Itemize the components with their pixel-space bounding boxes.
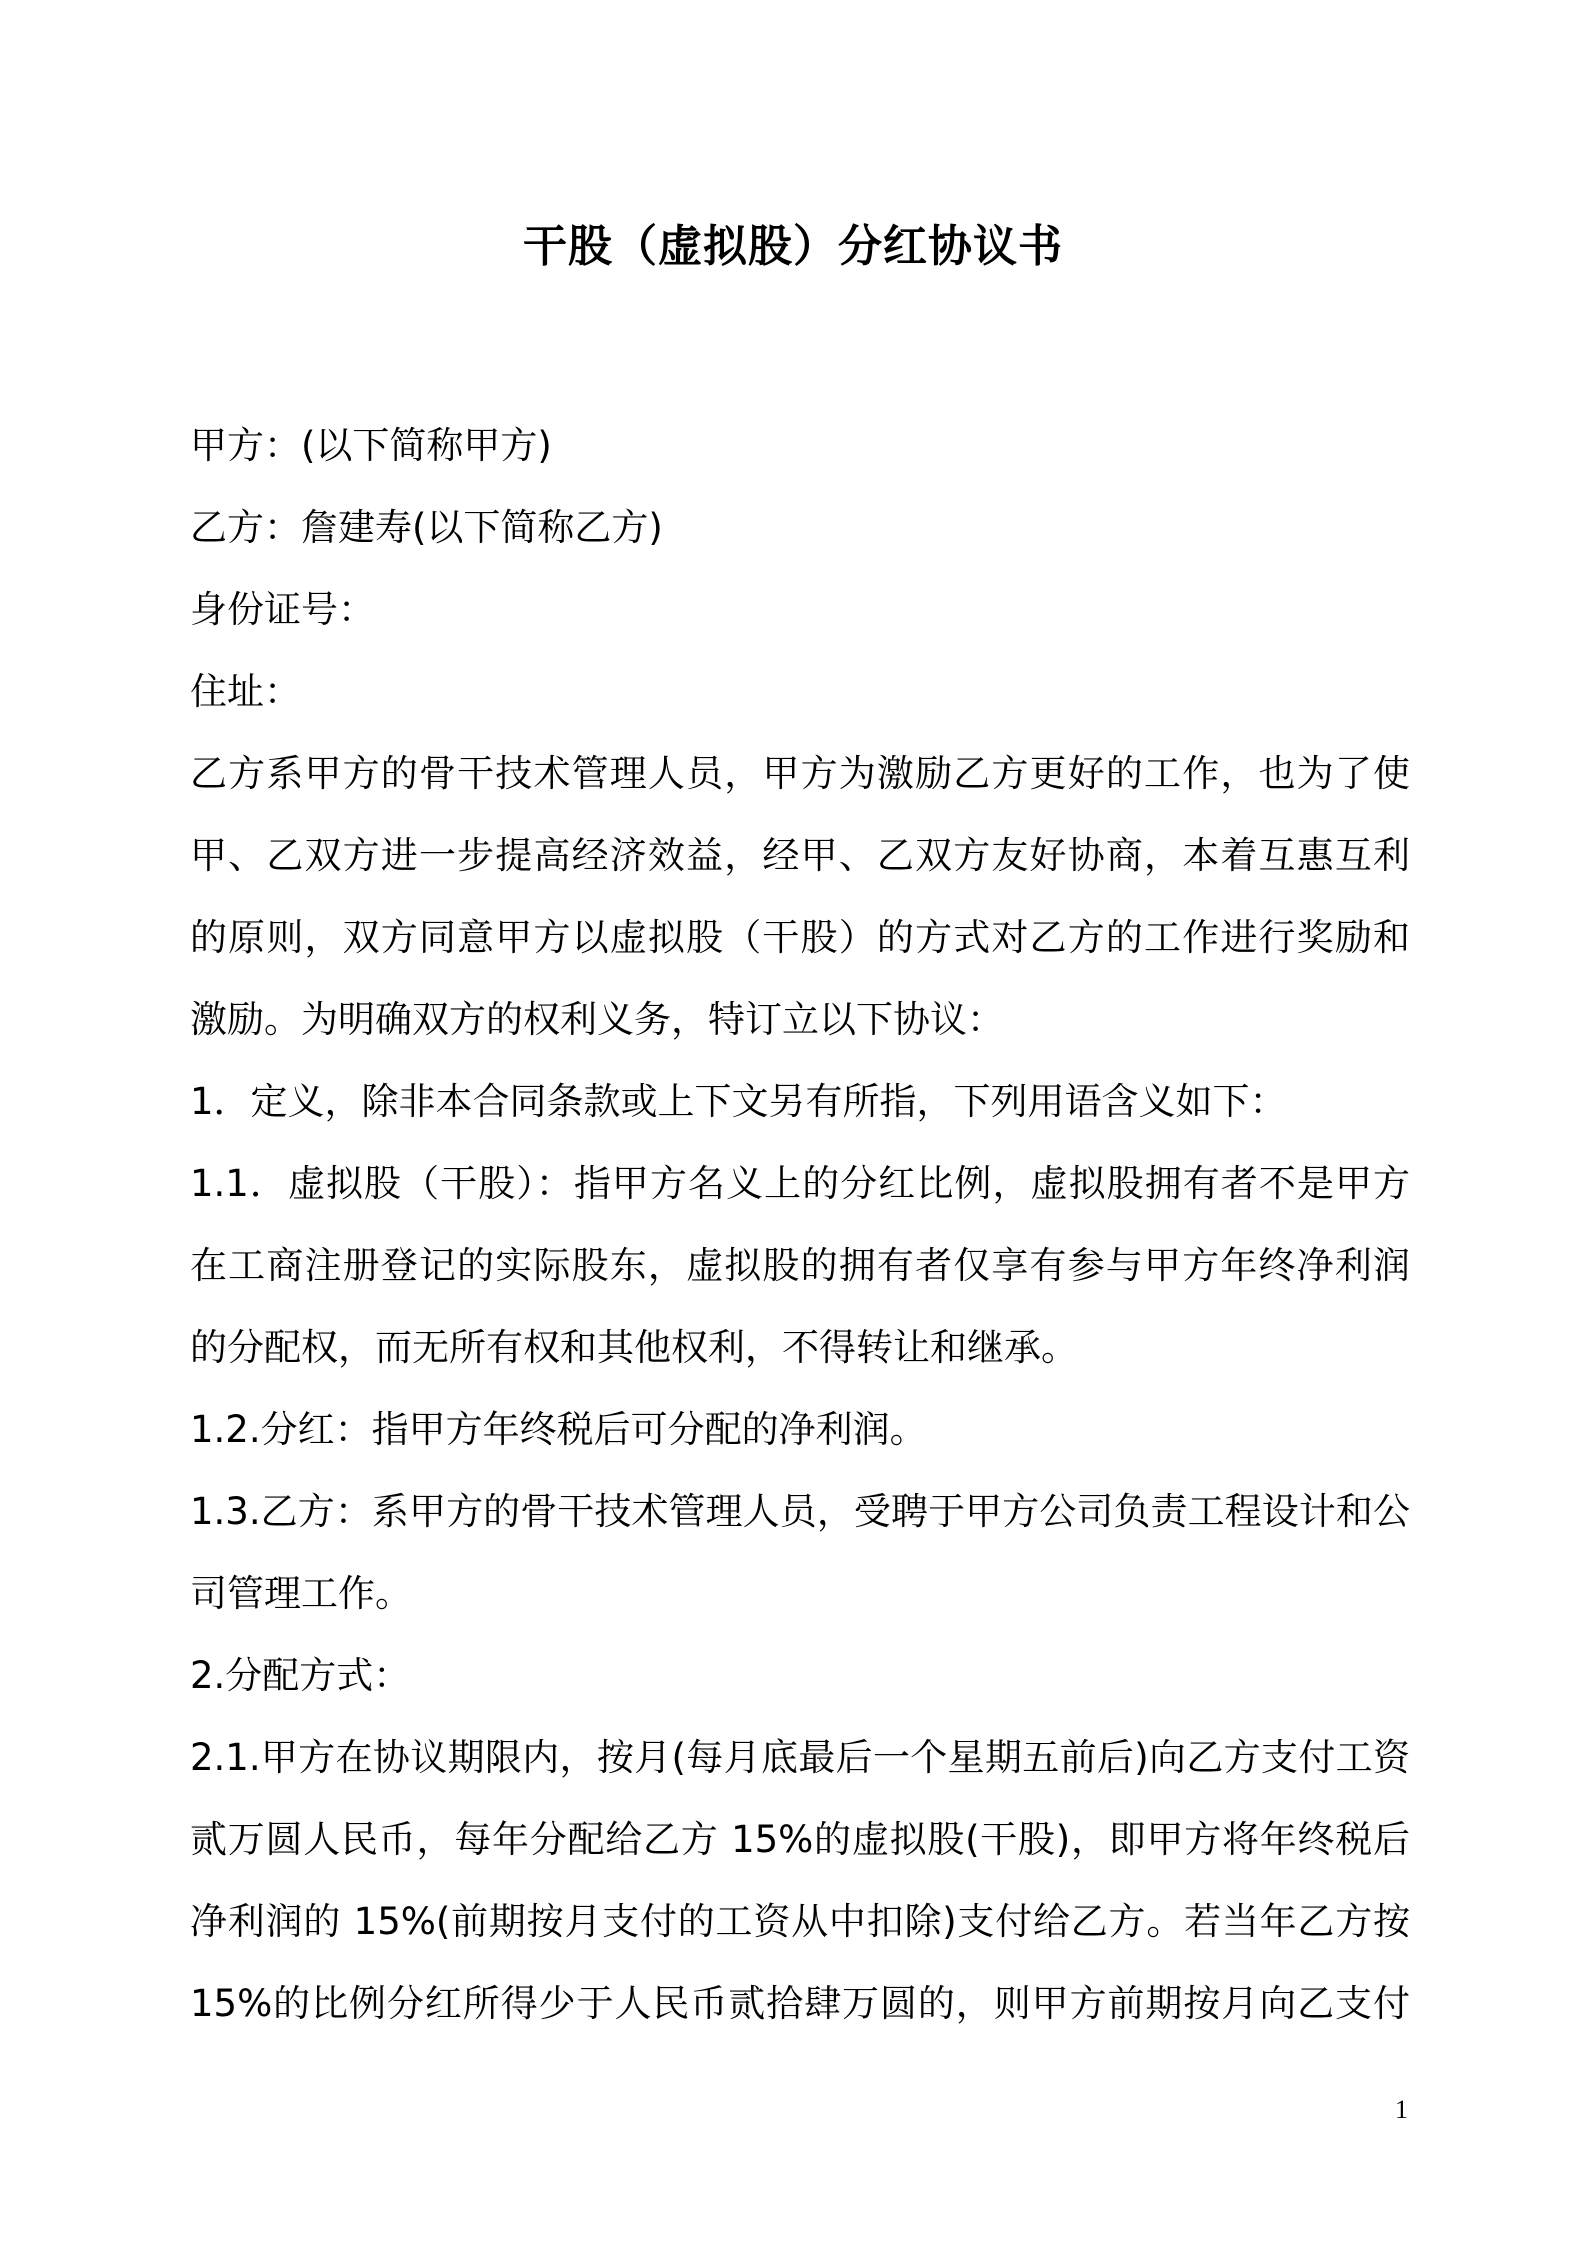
paragraph-line: 贰万圆人民币，每年分配给乙方 15%的虚拟股(干股)，即甲方将年终税后 — [190, 1818, 1410, 1861]
paragraph-line: 激励。为明确双方的权利义务，特订立以下协议： — [190, 998, 1004, 1041]
id-number-line: 身份证号： — [190, 588, 375, 631]
paragraph-line: 甲、乙双方进一步提高经济效益，经甲、乙双方友好协商，本着互惠互利 — [190, 834, 1410, 877]
document-title: 干股（虚拟股）分红协议书 — [523, 221, 1063, 272]
paragraph-line: 净利润的 15%(前期按月支付的工资从中扣除)支付给乙方。若当年乙方按 — [190, 1900, 1410, 1943]
paragraph-line: 的原则，双方同意甲方以虚拟股（干股）的方式对乙方的工作进行奖励和 — [190, 916, 1410, 959]
party-a-line: 甲方：(以下简称甲方) — [190, 424, 552, 467]
document-body — [190, 405, 1410, 2045]
section-heading: 2.分配方式： — [190, 1654, 411, 1697]
paragraph-line: 司管理工作。 — [190, 1572, 412, 1615]
section-heading: 1．定义，除非本合同条款或上下文另有所指，下列用语含义如下： — [190, 1080, 1287, 1123]
paragraph-line: 1.2.分红：指甲方年终税后可分配的净利润。 — [190, 1408, 927, 1451]
address-line: 住址： — [190, 670, 301, 713]
paragraph-line: 1.1．虚拟股（干股）：指甲方名义上的分红比例，虚拟股拥有者不是甲方 — [190, 1162, 1410, 1205]
paragraph-line: 1.3.乙方：系甲方的骨干技术管理人员，受聘于甲方公司负责工程设计和公 — [190, 1490, 1410, 1533]
paragraph-line: 乙方系甲方的骨干技术管理人员，甲方为激励乙方更好的工作，也为了使 — [190, 752, 1410, 795]
paragraph-line: 的分配权，而无所有权和其他权利，不得转让和继承。 — [190, 1326, 1078, 1369]
party-b-line: 乙方：詹建寿(以下简称乙方) — [190, 506, 663, 549]
page-number: 1 — [1395, 2095, 1408, 2124]
paragraph-line: 15%的比例分红所得少于人民币贰拾肆万圆的，则甲方前期按月向乙支付 — [190, 1982, 1410, 2025]
paragraph-line: 2.1.甲方在协议期限内，按月(每月底最后一个星期五前后)向乙方支付工资 — [190, 1736, 1410, 1779]
paragraph-line: 在工商注册登记的实际股东，虚拟股的拥有者仅享有参与甲方年终净利润 — [190, 1244, 1410, 1287]
